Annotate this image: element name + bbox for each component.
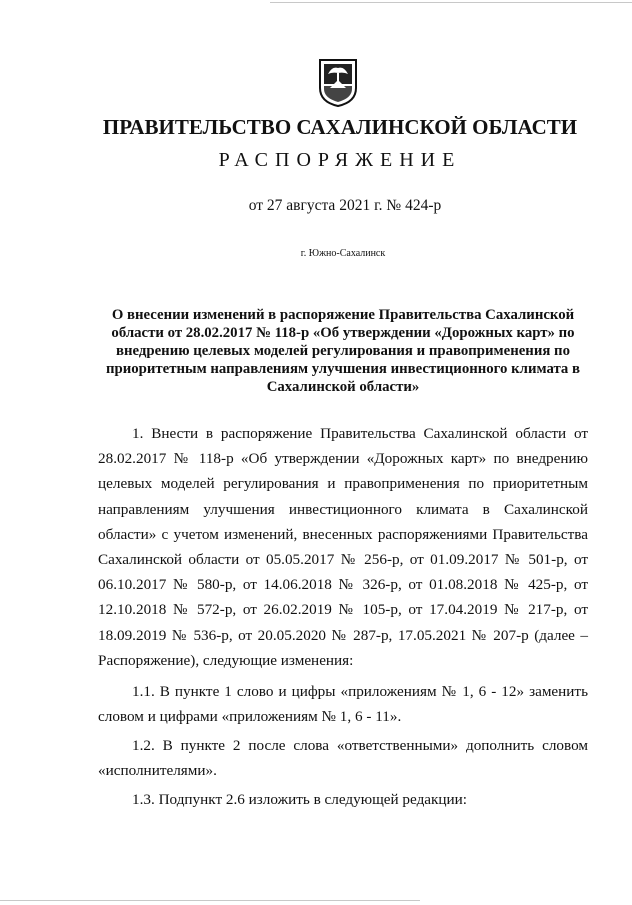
document-type: РАСПОРЯЖЕНИЕ: [218, 149, 462, 171]
scan-edge-bottom: [0, 900, 420, 901]
document-city: г. Южно-Сахалинск: [300, 248, 386, 259]
scan-edge-top: [270, 2, 632, 3]
paragraph-1: 1. Внести в распоряжение Правительства Сахалинской области от 28.02.2017 № 118-р «Об утверждении «Дорожных карт» по внедрению целевых моделей регулирования и правоприменения по приоритетным направлениям улучшения инвестиционного климата в Сахалинской области» с учетом изменений, внесенных распоряжениями Правительства Сахалинской области от 05.05.2017 № 256-р, от 01.09.2017 № 501-р, от 06.10.2017 № 580-р, от 14.06.2018 № 326-р, от 01.08.2018 № 425-р, от 12.10.2018 № 572-р, от 26.02.2019 № 105-р, от 17.04.2019 № 217-р, от 18.09.2019 № 536-р, от 20.05.2020 № 287-р, 17.05.2021 № 207-р (далее – Распоряжение), следующие изменения:: [98, 425, 588, 669]
paragraph-1-1: 1.1. В пункте 1 слово и цифры «приложениям № 1, 6 - 12» заменить словом и цифрами «приложениям № 1, 6 - 11».: [98, 683, 588, 726]
document-date-number: от 27 августа 2021 г. № 424-р: [248, 197, 442, 214]
document-subject: О внесении изменений в распоряжение Правительства Сахалинской области от 28.02.2017 № 118-р «Об утверждении «Дорожных карт» по внедрению целевых моделей регулирования и правоприменения по приоритетным направлениям улучшения инвестиционного климата в Сахалинской области»: [105, 307, 581, 395]
government-title: ПРАВИТЕЛЬСТВО САХАЛИНСКОЙ ОБЛАСТИ: [102, 115, 578, 139]
paragraph-1-2: 1.2. В пункте 2 после слова «ответственными» дополнить словом «исполнителями».: [98, 737, 588, 780]
coat-of-arms-icon: [318, 58, 358, 108]
paragraph-1-3: 1.3. Подпункт 2.6 изложить в следующей редакции:: [132, 791, 468, 808]
